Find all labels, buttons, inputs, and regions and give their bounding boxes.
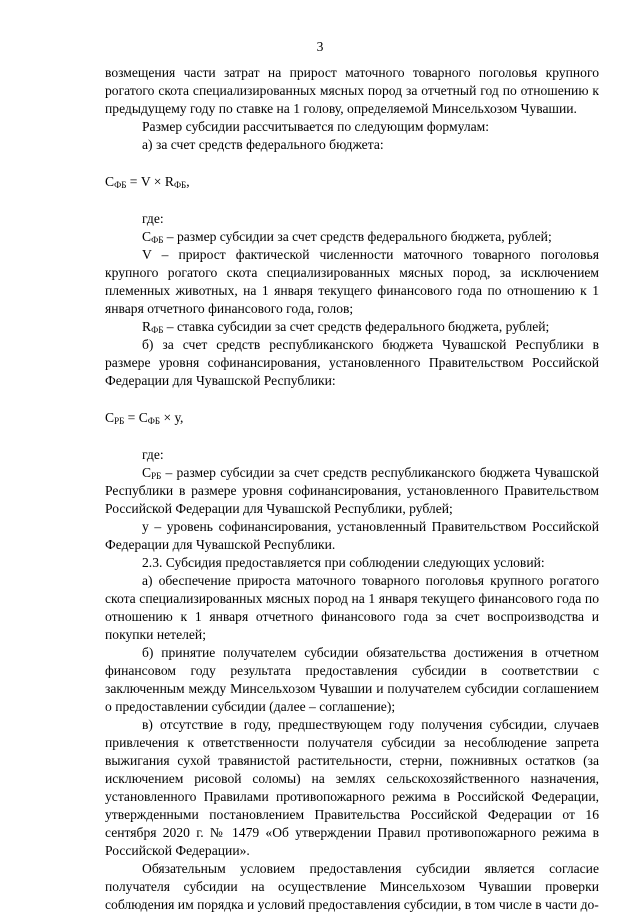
section-2-3: 2.3. Субсидия предоставляется при соблюдении следующих условий: (142, 555, 545, 570)
condition-c: в) отсутствие в году, предшествующем году получения субсидии, случаев привлечения к ответственности получателя субсидии за несоблюдение запрета выжигания сухой травянистой растительности, стерни, пожнивных остатков (за исключением рисовой соломы) на землях сельскохозяйственного назначения, установленного Правилами противопожарного режима в Российской Федерации, утвержденными постановлением Правительства Российской Федерации от 16 сентября 2020 г. № 1479 «Об утверждении Правил противопожарного режима в Российской Федерации». (105, 717, 599, 858)
item-b-republic: б) за счет средств республиканского бюджета Чувашской Республики в размере уровня софинансирования, установленного Правительством Российской Федерации для Чувашской Республики: (105, 337, 599, 388)
body-text (105, 64, 599, 914)
page-number: 3 (316, 39, 324, 54)
condition-b: б) принятие получателем субсидии обязательства достижения в отчетном финансовом году результата предоставления субсидии в соответствии с заключенным между Минсельхозом Чувашии и получателем субсидии соглашением о предоставлении субсидии (далее – соглашение); (105, 645, 599, 714)
where-label: где: (142, 447, 164, 462)
where-label: где: (142, 211, 164, 226)
paragraph-formulas-intro: Размер субсидии рассчитывается по следующим формулам: (142, 119, 490, 134)
mandatory-condition: Обязательным условием предоставления субсидии является согласие получателя субсидии на осуществление Минсельхозом Чувашии проверки соблюдения им порядка и условий предоставления субсидии, в том числе в части до- (105, 861, 599, 912)
condition-a: а) обеспечение прироста маточного товарного поголовья крупного рогатого скота специализированных мясных пород на 1 января текущего финансового года по отношению к 1 января отчетного финансового года за счет воспроизводства и покупки нетелей; (105, 573, 599, 642)
definition-y: у – уровень софинансирования, установленный Правительством Российской Федерации для Чувашской Республики. (105, 519, 599, 552)
definition-c-fb: $С_{ФБ}$ – размер субсидии за счет средств федерального бюджета, рублей; (142, 229, 552, 245)
definition-c-rb: $С_{РБ}$ – размер субсидии за счет средств республиканского бюджета Чувашской Республики в размере уровня софинансирования, установленного Правительством Российской Федерации для Чувашской Республики, рублей; (105, 465, 599, 516)
definition-r-fb: $R_{ФБ}$ – ставка субсидии за счет средств федерального бюджета, рублей; (142, 319, 550, 335)
definition-v: V – прирост фактической численности маточного товарного поголовья крупного рогатого скота специализированных мясных пород, за исключением племенных животных, на 1 января текущего финансового года по отношению к 1 января отчетного финансового года, голов; (105, 247, 599, 316)
formula-federal: $С_{ФБ} = V \times R_{ФБ}$, (105, 174, 190, 190)
item-a-federal: а) за счет средств федерального бюджета: (142, 137, 384, 152)
formula-republic: $С_{РБ} = С_{ФБ} \times у$, (105, 410, 184, 426)
paragraph-continuation: возмещения части затрат на прирост маточного товарного поголовья крупного рогатого скота специализированных мясных пород за отчетный год по отношению к предыдущему году по ставке на 1 голову, определяемой Минсельхозом Чувашии. (105, 65, 599, 116)
